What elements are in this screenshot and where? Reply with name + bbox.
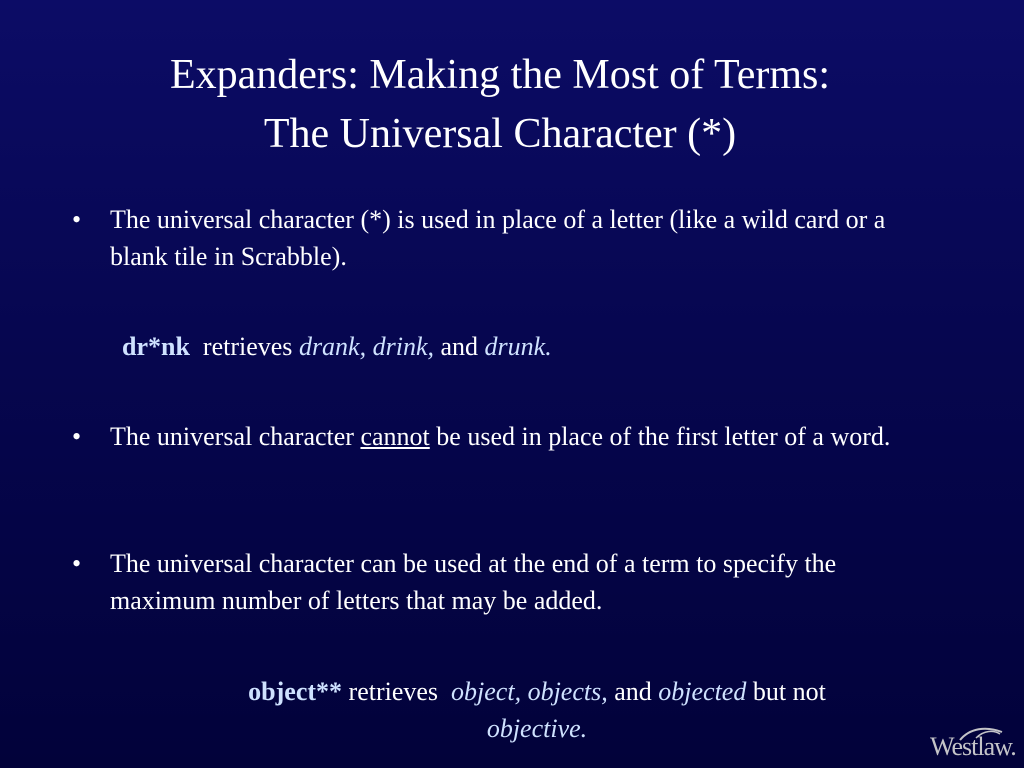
example2-retrieves: retrieves: [342, 677, 445, 706]
example-last-result: drunk.: [484, 332, 552, 361]
bullet-item-2: [110, 418, 930, 455]
bullet-text-1: The universal character (*) is used in place of a letter (like a wild card or a blank tile in Scrabble).: [110, 205, 886, 271]
bullet-item-1: [110, 201, 930, 275]
slide-title-line-1: Expanders: Making the Most of Terms:: [169, 52, 831, 98]
bullet-text-3: The universal character can be used at the end of a term to specify the maximum number of letters that may be added.: [110, 549, 837, 615]
example2-results: object, objects,: [451, 677, 608, 706]
example-retrieves: retrieves: [202, 332, 299, 361]
slide-title: [0, 46, 1000, 164]
bullet-text-2-before: The universal character: [110, 422, 361, 451]
slide-title-line-2: The Universal Character (*): [263, 111, 737, 157]
example2-but-not: but not: [746, 677, 826, 706]
example-term: dr*nk: [122, 332, 190, 361]
bullet-text-2-after: be used in place of the first letter of a word.: [429, 422, 891, 451]
bullet-item-3: [110, 545, 930, 619]
example2-term: object**: [248, 677, 343, 706]
example-and: and: [433, 332, 485, 361]
example-dr-nk: [122, 328, 552, 365]
bullet-text-2-underlined: cannot: [360, 422, 430, 451]
example2-objected: objected: [658, 677, 747, 706]
example-object: [142, 673, 932, 747]
westlaw-logo: [930, 724, 1024, 764]
example-results: drank, drink,: [298, 332, 434, 361]
westlaw-logo-text: Westlaw.: [930, 732, 1016, 761]
example2-last-result: objective.: [486, 714, 588, 743]
example2-and: and: [607, 677, 659, 706]
